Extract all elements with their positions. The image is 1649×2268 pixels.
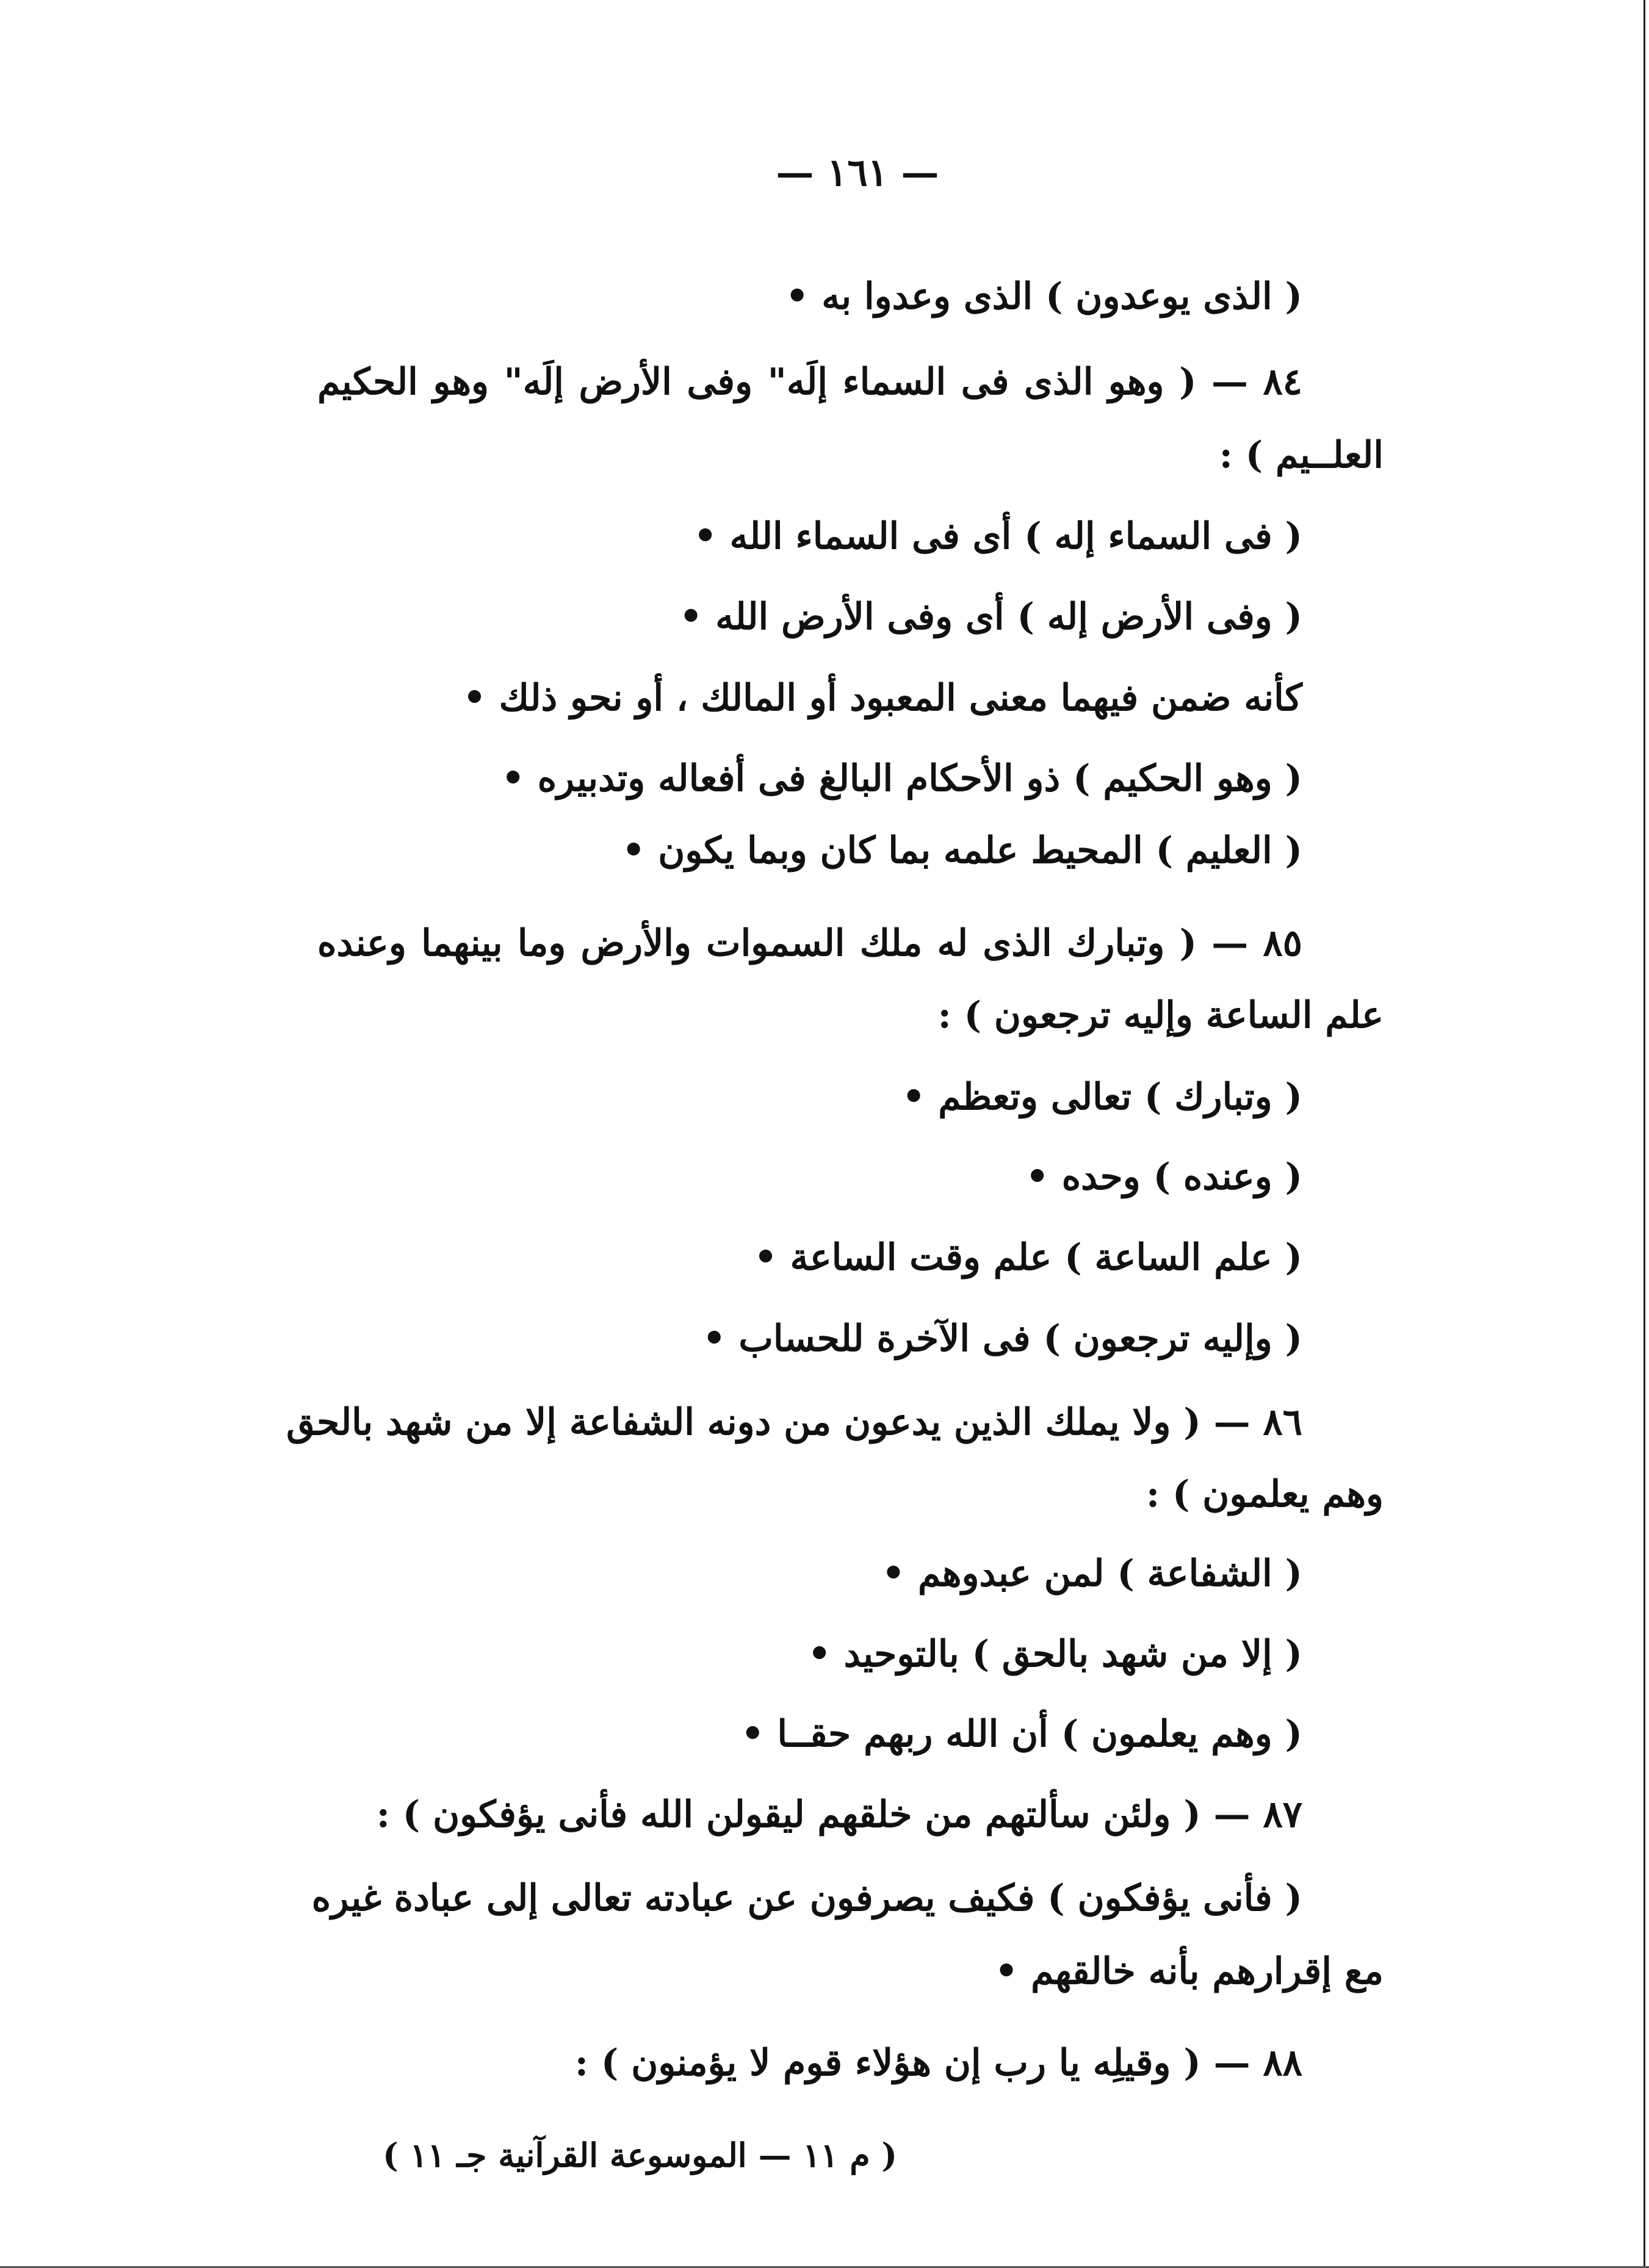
text-line: العلــيم ) : xyxy=(1219,434,1384,477)
verse-heading-85: ٨٥ — ( وتبارك الذى له ملك السموات والأرض وما بينهما وعنده xyxy=(317,922,1302,965)
text-line: علم الساعة وإليه ترجعون ) : xyxy=(937,994,1384,1037)
text-line: مع إقرارهم بأنه خالقهم • xyxy=(994,1950,1384,1993)
verse-heading-87: ٨٧ — ( ولئن سألتهم من خلقهم ليقولن الله فأنى يؤفكون ) : xyxy=(376,1793,1302,1836)
text-line: ( وعنده ) وحده • xyxy=(1025,1156,1302,1198)
text-line: ( إلا من شهد بالحق ) بالتوحيد • xyxy=(807,1633,1302,1676)
text-line: ( وإليه ترجعون ) فى الآخرة للحساب • xyxy=(702,1317,1302,1360)
text-line: ( العليم ) المحيط علمه بما كان وبما يكون • xyxy=(622,829,1302,872)
text-line: ( فى السماء إله ) أى فى السماء الله • xyxy=(693,515,1302,558)
text-line: ( وهم يعلمون ) أن الله ربهم حقــا • xyxy=(741,1713,1302,1755)
page-number: — ١٦١ — xyxy=(776,150,939,195)
text-line: ( الشفاعة ) لمن عبدوهم • xyxy=(881,1552,1302,1595)
text-line: ( وهو الحكيم ) ذو الأحكام البالغ فى أفعاله وتدبيره • xyxy=(501,757,1302,800)
page-footer: ( م ١١ — الموسوعة القرآنية جـ ١١ ) xyxy=(383,2136,897,2175)
page-edge-right xyxy=(1644,0,1645,2268)
verse-heading-88: ٨٨ — ( وقيلِه يا رب إن هؤلاء قوم لا يؤمنون ) : xyxy=(574,2042,1302,2084)
text-line: ( علم الساعة ) علم وقت الساعة • xyxy=(754,1236,1302,1279)
text-line: ( فأنى يؤفكون ) فكيف يصرفون عن عبادته تعالى إلى عبادة غيره xyxy=(311,1877,1302,1920)
text-line: وهم يعلمون ) : xyxy=(1146,1473,1384,1516)
verse-heading-86: ٨٦ — ( ولا يملك الذين يدعون من دونه الشفاعة إلا من شهد بالحق xyxy=(286,1401,1302,1444)
text-line: كأنه ضمن فيهما معنى المعبود أو المالك ، أو نحو ذلك • xyxy=(463,677,1302,719)
text-line: ( الذى يوعدون ) الذى وعدوا به • xyxy=(785,275,1302,318)
verse-heading-84: ٨٤ — ( وهو الذى فى السماء إلَه" وفى الأرض إلَه" وهو الحكيم xyxy=(317,361,1302,403)
text-line: ( وفى الأرض إله ) أى وفى الأرض الله • xyxy=(679,596,1302,638)
text-line: ( وتبارك ) تعالى وتعظم • xyxy=(901,1076,1302,1118)
